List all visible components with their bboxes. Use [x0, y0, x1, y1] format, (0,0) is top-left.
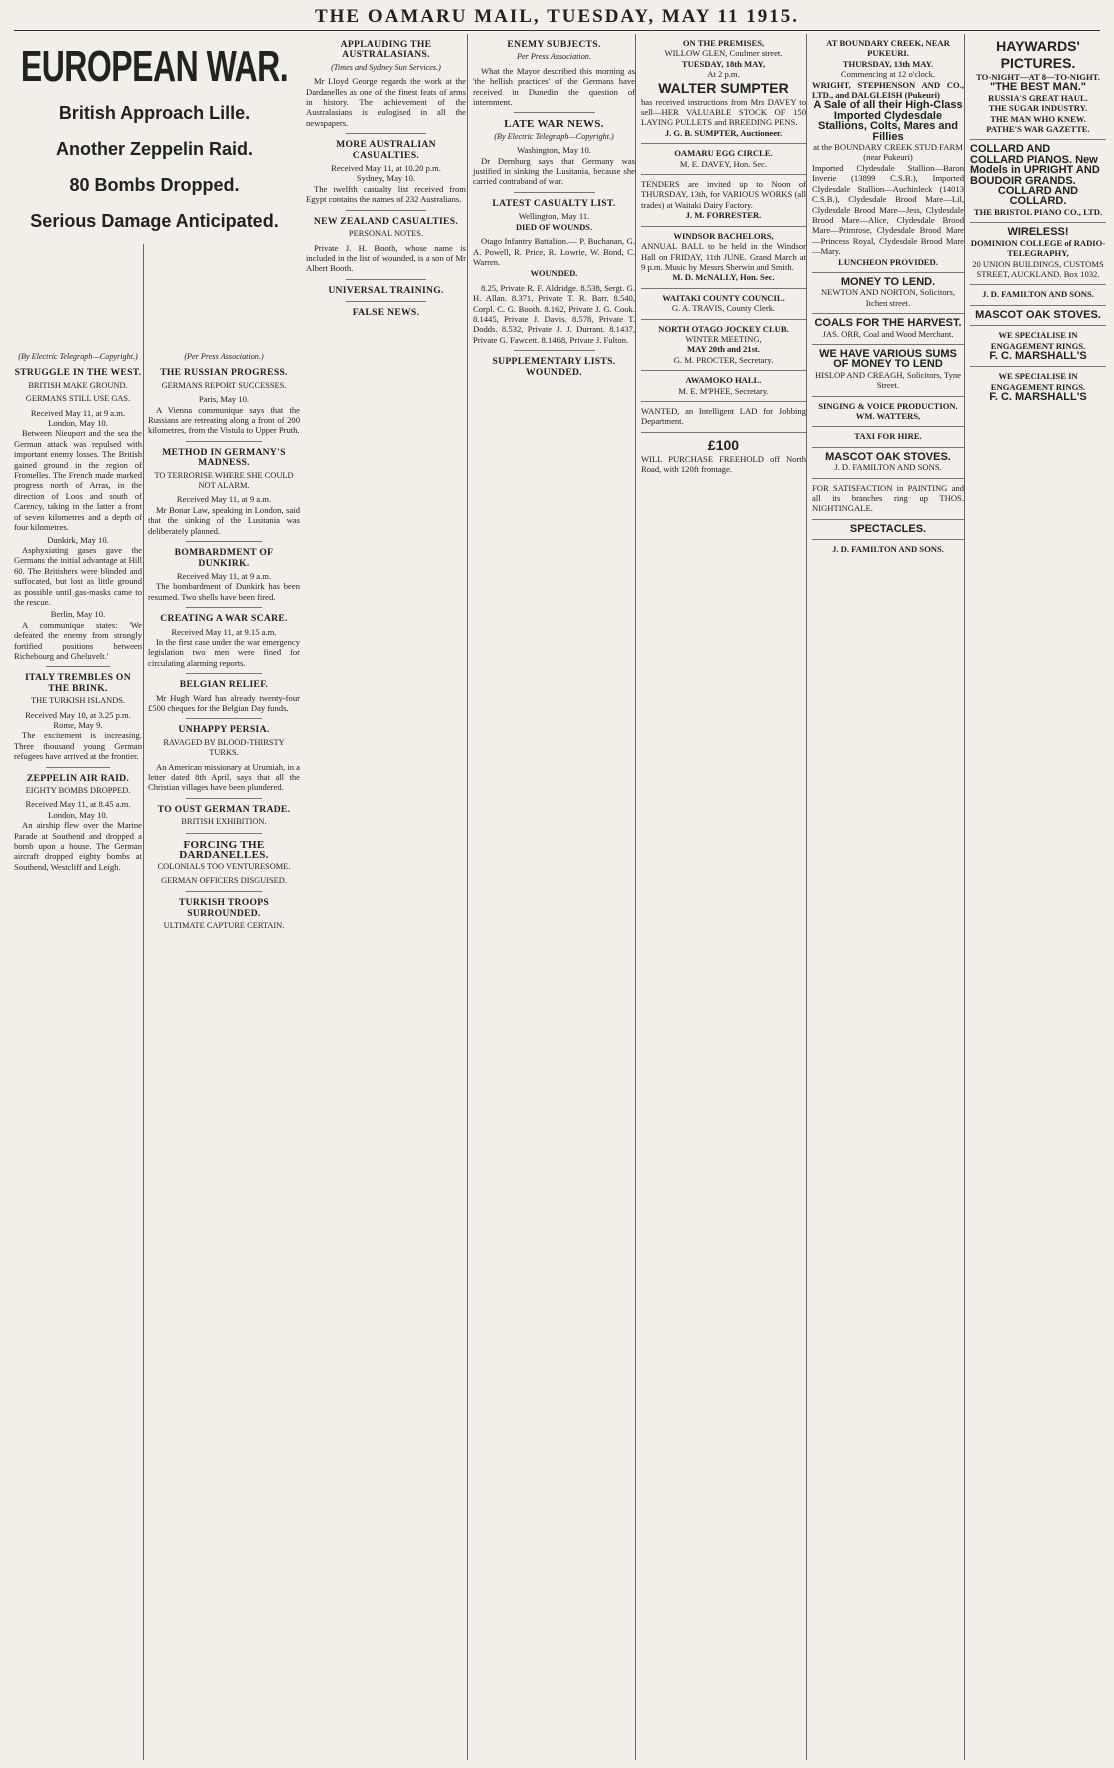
article-paragraph: Mr Lloyd George regards the work at the Dardanelles as one of the finest feats of arms in history. The achievement of the Australasians is eulogised in all the newspapers. — [306, 76, 466, 128]
ad-feature: "THE BEST MAN." — [990, 81, 1086, 94]
divider — [514, 112, 595, 113]
section-heading: UNHAPPY PERSIA. — [178, 724, 270, 736]
ad-heading: MASCOT OAK STOVES. — [825, 450, 951, 463]
received-line: Received May 11, at 9.15 a.m. — [171, 626, 277, 637]
section-heading: FORCING THE DARDANELLES. — [179, 838, 269, 862]
ad-signature: J. G. B. SUMPTER, Auctioneer. — [664, 127, 783, 138]
section-heading: MORE AUSTRALIAN CASUALTIES. — [336, 139, 436, 161]
divider — [186, 541, 262, 542]
advertisement — [812, 273, 964, 314]
section-heading: LATE WAR NEWS. — [504, 118, 604, 131]
subheading: ULTIMATE CAPTURE CERTAIN. — [163, 921, 285, 931]
ad-signature: JAS. ORR, Coal and Wood Merchant. — [822, 328, 954, 339]
column-7 — [964, 34, 1106, 1760]
headline: Serious Damage Anticipated. — [30, 211, 279, 231]
advertisement — [970, 326, 1106, 367]
divider — [514, 192, 595, 193]
received-line: Received May 11, at 9 a.m. — [176, 570, 272, 581]
column-1 — [14, 34, 142, 1760]
advertisement — [812, 479, 964, 520]
ad-place: at the BOUNDARY CREEK STUD FARM (near Pukeuri) — [813, 142, 963, 163]
ad-footer: LUNCHEON PROVIDED. — [838, 256, 938, 267]
ad-brand: COLLARD AND COLLARD. — [997, 185, 1079, 208]
main-headline: EUROPEAN WAR. — [20, 41, 289, 91]
advertisement — [812, 520, 964, 540]
subheading: COLONIALS TOO VENTURESOME. — [157, 862, 291, 872]
ad-heading: SPECTACLES. — [849, 522, 927, 535]
ad-text: TENDERS are invited up to Noon of THURSDAY, 13th, for VARIOUS WORKS (all trades) at Waitaki Dairy Factory. — [641, 179, 806, 210]
ad-text: FOR SATISFACTION in PAINTING and all its branches ring up THOS. NIGHTINGALE. — [812, 482, 964, 514]
ad-date: THURSDAY, 13th MAY. — [842, 58, 934, 69]
divider — [186, 607, 262, 608]
subheading: RAVAGED BY BLOOD-THIRSTY TURKS. — [163, 737, 285, 758]
ad-place: WILLOW GLEN, Coulmer street. — [664, 48, 783, 59]
advertisement — [812, 34, 964, 273]
dateline: Washington, May 10. — [517, 145, 591, 156]
ad-feature: RUSSIA'S GREAT HAUL. — [988, 92, 1088, 103]
divider — [514, 350, 595, 351]
subheading: PERSONAL NOTES. — [348, 229, 424, 239]
section-heading: BOMBARDMENT OF DUNKIRK. — [174, 547, 274, 569]
section-heading: BELGIAN RELIEF. — [179, 679, 269, 691]
headline-block — [14, 34, 295, 244]
divider — [186, 441, 262, 442]
advertisement — [970, 140, 1106, 223]
advertisement — [641, 402, 806, 433]
advertisement — [970, 223, 1106, 285]
ad-heading: WIRELESS! — [1007, 226, 1069, 239]
ad-heading: ON THE PREMISES, — [682, 38, 765, 48]
ad-signature: G. A. TRAVIS, County Clerk. — [671, 303, 776, 314]
advertisement — [641, 433, 806, 480]
headline: 80 Bombs Dropped. — [69, 175, 240, 195]
advertisement — [641, 144, 806, 175]
ad-signature: F. C. MARSHALL'S — [989, 391, 1087, 404]
divider — [46, 767, 110, 768]
ad-signature: F. C. MARSHALL'S — [989, 349, 1087, 362]
article-paragraph: Dr Dernburg says that Germany was justified in sinking the Lusitania, because she carried contraband of war. — [473, 155, 635, 187]
dateline: Dunkirk, May 10. — [47, 534, 109, 545]
article-paragraph: An airship flew over the Marine Parade at Southend and dropped a bomb upon a house. The German aircraft dropped eighty bombs at Southend, Westcliff and Leigh. — [14, 820, 142, 872]
subheading: EIGHTY BOMBS DROPPED. — [25, 786, 131, 796]
ad-heading: SINGING & VOICE PRODUCTION. — [818, 400, 958, 411]
received-line: Received May 11, at 10.20 p.m. — [331, 163, 441, 174]
headline: British Approach Lille. — [58, 103, 251, 123]
article-paragraph: Mr Bonar Law, speaking in London, said that the sinking of the Lusitania was deliberately planned. — [148, 504, 300, 536]
dateline: London, May 10. — [48, 809, 108, 820]
ad-signature: NEWTON AND NORTON, Solicitors, Itchen street. — [820, 287, 956, 308]
casualty-names: Otago Infantry Battalion.— P. Buchanan, G. A. Powell, R. Price, R. Lowrie, W. Bond, C. Warren. — [473, 236, 635, 267]
article-paragraph: What the Mayor described this morning as 'the hellish practices' of the Germans have received in Dunedin the question of internment. — [473, 65, 635, 108]
article-paragraph: Private J. H. Booth, whose name is included in the list of wounded, is a son of Mr Albert Booth. — [306, 242, 466, 274]
section-heading: APPLAUDING THE AUSTRALASIANS. — [340, 39, 432, 61]
section-heading: STRUGGLE IN THE WEST. — [14, 367, 142, 379]
divider — [346, 210, 426, 211]
ad-name: WALTER SUMPTER — [658, 79, 789, 96]
ad-heading: COLLARD AND COLLARD PIANOS. New Models in UPRIGHT AND BOUDOIR GRANDS. — [970, 143, 1100, 187]
article-paragraph: An American missionary at Urumiah, in a letter dated 8th April, says that all the Christian villages have been plundered. — [148, 761, 300, 793]
section-heading: UNIVERSAL TRAINING. — [328, 284, 444, 296]
subheading: THE TURKISH ISLANDS. — [30, 696, 126, 706]
headline: Another Zeppelin Raid. — [55, 139, 253, 159]
advertisement — [812, 397, 964, 428]
ad-signature: J. D. FAMILTON AND SONS. — [982, 289, 1094, 300]
subheading: GERMAN OFFICERS DISGUISED. — [161, 875, 287, 885]
subheading: WOUNDED. — [530, 269, 578, 279]
ad-signature: J. M. FORRESTER. — [685, 210, 762, 221]
divider — [46, 666, 110, 667]
article-paragraph: The twelfth casualty list received from Egypt contains the names of 232 Australians. — [306, 183, 466, 205]
section-heading: CREATING A WAR SCARE. — [160, 613, 288, 625]
advertisement — [812, 540, 964, 559]
divider — [186, 891, 262, 892]
divider — [346, 279, 426, 280]
ad-signature: DOMINION COLLEGE of RADIO-TELEGRAPHY, — [970, 237, 1106, 259]
ad-heading: TAXI FOR HIRE. — [854, 431, 922, 442]
dateline: Wellington, May 11. — [518, 211, 590, 222]
section-heading: METHOD IN GERMANY'S MADNESS. — [162, 446, 286, 469]
dateline: Sydney, May 10. — [356, 173, 416, 184]
ad-heading: WE SPECIALISE IN ENGAGEMENT RINGS. — [990, 330, 1086, 351]
dateline: Paris, May 10. — [198, 394, 250, 405]
section-heading: TO OUST GERMAN TRADE. — [157, 803, 291, 815]
ad-heading: WE SPECIALISE IN ENGAGEMENT RINGS. — [990, 371, 1086, 392]
ad-text: WANTED, an Intelligent LAD for Jobbing Department. — [641, 405, 806, 427]
section-heading: THE RUSSIAN PROGRESS. — [160, 367, 288, 379]
credit-line: (By Electric Telegraph—Copyright.) — [494, 131, 614, 141]
casualty-names: 8.25, Private R. F. Aldridge. 8.538, Sergt. G. H. Allan. 8.371, Private T. R. Barr. 8.540, Corpl. C. G. Booth. 8.162, Private J. G. Cook. 8.1445, Private J. Davis. 8.578, Private T. Dodds. 8.532, Private J. J. Durrant. 8.1437, Private G. Fawcett. 8.1468, Private J. Fulton. — [473, 282, 635, 345]
section-heading: LATEST CASUALTY LIST. — [492, 197, 616, 209]
subheading: GERMANS REPORT SUCCESSES. — [161, 380, 287, 390]
ad-names: WRIGHT, STEPHENSON AND CO., LTD., and DALGLEISH (Pukeuri) — [812, 79, 964, 101]
received-line: Received May 11, at 8.45 a.m. — [25, 799, 131, 810]
ad-signature: M. E. M'PHEE, Secretary. — [678, 385, 769, 396]
received-line: Received May 10, at 3.25 p.m. — [25, 709, 131, 720]
section-heading: ITALY TREMBLES ON THE BRINK. — [25, 672, 131, 694]
ad-subheading: TO-NIGHT—AT 8—TO-NIGHT. — [976, 72, 1100, 82]
ad-signature: M. D. McNALLY, Hon. Sec. — [672, 272, 775, 283]
subheading: TO TERRORISE WHERE SHE COULD NOT ALARM. — [154, 470, 294, 491]
ad-text: ANNUAL BALL to be held in the Windsor Hall on FRIDAY, 11th JUNE. Grand March at 9 p.m. Music by Messrs Sherwin and Smith. — [641, 241, 806, 272]
subheading: GERMANS STILL USE GAS. — [25, 394, 131, 404]
subheading: DIED OF WOUNDS. — [515, 222, 593, 232]
article-paragraph: A Vienna communique says that the Russians are retreating along a front of 200 kilometres, from the Vistula to Upper Pruth. — [148, 404, 300, 436]
column-6 — [806, 34, 964, 1760]
credit-line: (Per Press Association.) — [184, 352, 264, 361]
advertisement — [641, 175, 806, 227]
ad-time: Commencing at 12 o'clock. — [840, 69, 936, 80]
advertisement — [812, 427, 964, 447]
ad-heading: HAYWARDS' PICTURES. — [996, 38, 1080, 71]
advertisement — [812, 345, 964, 397]
ad-signature: HISLOP AND CREAGH, Solicitors, Tyne Street. — [815, 369, 961, 391]
dateline: Rome, May 9. — [53, 720, 103, 730]
advertisement — [641, 320, 806, 372]
column-2 — [143, 34, 300, 1760]
divider — [186, 798, 262, 799]
article-paragraph: Mr Hugh Ward has already twenty-four £500 cheques for the Belgian Day funds. — [148, 692, 300, 713]
article-paragraph: The excitement is increasing. Three thousand young German refugees have arrived at the frontier. — [14, 730, 142, 762]
ad-heading: MASCOT OAK STOVES. — [975, 308, 1101, 321]
ad-feature: PATHE'S WAR GAZETTE. — [986, 124, 1090, 135]
ad-text: has received instructions from Mrs DAVEY to sell—HER VALUABLE STOCK OF 150 LAYING PULLETS and BREEDING PENS. — [641, 96, 806, 128]
ad-address: 20 UNION BUILDINGS, CUSTOMS STREET, AUCKLAND. Box 1032. — [972, 258, 1104, 279]
ad-heading: WE HAVE VARIOUS SUMS OF MONEY TO LEND — [819, 347, 957, 371]
divider — [346, 301, 426, 302]
received-line: Received May 11, at 9 a.m. — [176, 494, 272, 505]
article-paragraph: Asphyxiating gases gave the Germans the initial advantage at Hill 60. The Britishers were blinded and suffocated, but lost as little ground as possible until gas-masks came to the rescue. — [14, 544, 142, 607]
article-paragraph: A communique states: 'We defeated the enemy from strongly fortified positions between Richebourg and Gheluvelt.' — [14, 619, 142, 661]
ad-date: MAY 20th and 21st. — [687, 344, 760, 355]
advertisement — [970, 34, 1106, 140]
article-paragraph: In the first case under the war emergency legislation two men were fined for circulating alarming reports. — [148, 636, 300, 668]
section-heading: NEW ZEALAND CASUALTIES. — [313, 215, 459, 227]
ad-heading: AWAMOKO HALL. — [685, 375, 762, 386]
article-paragraph: Between Nieuport and the sea the German attack was repulsed with important enemy losses. The British gained ground in the region of Fromelles. The French made marked progress north of Arras, in the direction of Loos and south of Carency, taking in the latter a front of seven kilometres and a depth of four kilometres. — [14, 428, 142, 533]
section-heading: FALSE NEWS. — [352, 307, 420, 319]
credit-line: (By Electric Telegraph—Copyright.) — [18, 352, 138, 361]
divider — [186, 833, 262, 834]
divider — [346, 133, 426, 134]
ad-heading: MONEY TO LEND. — [840, 275, 936, 288]
divider — [186, 718, 262, 719]
section-heading: ENEMY SUBJECTS. — [507, 39, 601, 50]
ad-name: WM. WATTERS, — [855, 411, 921, 421]
ad-heading: WINDSOR BACHELORS, — [673, 230, 774, 241]
ad-price: £100 — [707, 436, 740, 453]
subheading: BRITISH MAKE GROUND. — [28, 380, 128, 390]
ad-heading: AT BOUNDARY CREEK, NEAR PUKEURI. — [826, 38, 950, 59]
ad-signature: G. M. PROCTER, Secretary. — [673, 354, 774, 365]
masthead: THE OAMARU MAIL, TUESDAY, MAY 11 1915. — [314, 6, 800, 27]
column-4 — [467, 34, 635, 1760]
article-paragraph: The bombardment of Dunkirk has been resumed. Two shells have been fired. — [148, 581, 300, 602]
divider — [186, 673, 262, 674]
column-3 — [301, 34, 466, 1760]
advertisement — [970, 306, 1106, 326]
ad-title: A Sale of all their High-Class Imported Clydesdale Stallions, Colts, Mares and Fillies — [813, 99, 963, 143]
ad-subheading: WINTER MEETING, — [685, 333, 762, 344]
ad-list: Imported Clydesdale Stallion—Baron Inverie (13899 C.S.B.), Imported Clydesdale Stallion—Auchinleck (14013 C.S.B.), Clydesdale Brood Mare—Lil, Clydesdale Brood Mare—Jess, Clydesdale Brood Mare—Alice, Clydesdale Brood Mare—Primrose, Clydesdale Brood Mare—Princess Royal, Clydesdale Brood Mare—Mary. — [812, 162, 964, 257]
dateline: London, May 10. — [48, 418, 108, 429]
dateline: Berlin, May 10. — [50, 609, 106, 620]
ad-text: WILL PURCHASE FREEHOLD off North Road, with 120ft frontage. — [641, 453, 806, 475]
ad-heading: WAITAKI COUNTY COUNCIL. — [662, 292, 785, 303]
advertisement — [812, 448, 964, 479]
ad-feature: THE SUGAR INDUSTRY. — [988, 103, 1088, 114]
credit-line: Per Press Association. — [517, 52, 591, 62]
ad-time: At 2 p.m. — [707, 69, 740, 80]
masthead-rule — [14, 30, 1100, 31]
advertisement — [641, 289, 806, 320]
credit-line: (Times and Sydney Sun Services.) — [331, 62, 441, 72]
ad-signature: M. E. DAVEY, Hon. Sec. — [679, 158, 768, 169]
ad-signature: J. D. FAMILTON AND SONS. — [834, 462, 942, 473]
section-heading: ZEPPELIN AIR RAID. — [26, 772, 130, 784]
ad-signature: J. D. FAMILTON AND SONS. — [832, 544, 944, 555]
advertisement — [970, 367, 1106, 407]
ad-heading: OAMARU EGG CIRCLE. — [674, 148, 773, 159]
advertisement — [641, 371, 806, 402]
ad-heading: COALS FOR THE HARVEST. — [814, 317, 962, 330]
subheading: BRITISH EXHIBITION. — [181, 817, 267, 827]
section-heading: TURKISH TROOPS SURROUNDED. — [178, 897, 270, 919]
ad-feature: THE MAN WHO KNEW. — [990, 113, 1086, 124]
advertisement — [641, 34, 806, 144]
advertisement — [812, 314, 964, 345]
received-line: Received May 11, at 9 a.m. — [30, 407, 126, 418]
column-5 — [635, 34, 806, 1760]
section-heading: SUPPLEMENTARY LISTS. WOUNDED. — [492, 356, 616, 378]
advertisement — [970, 285, 1106, 305]
ad-heading: NORTH OTAGO JOCKEY CLUB. — [658, 323, 789, 334]
advertisement — [641, 227, 806, 289]
ad-signature: THE BRISTOL PIANO CO., LTD. — [973, 206, 1103, 217]
ad-date: TUESDAY, 18th MAY, — [681, 58, 766, 69]
